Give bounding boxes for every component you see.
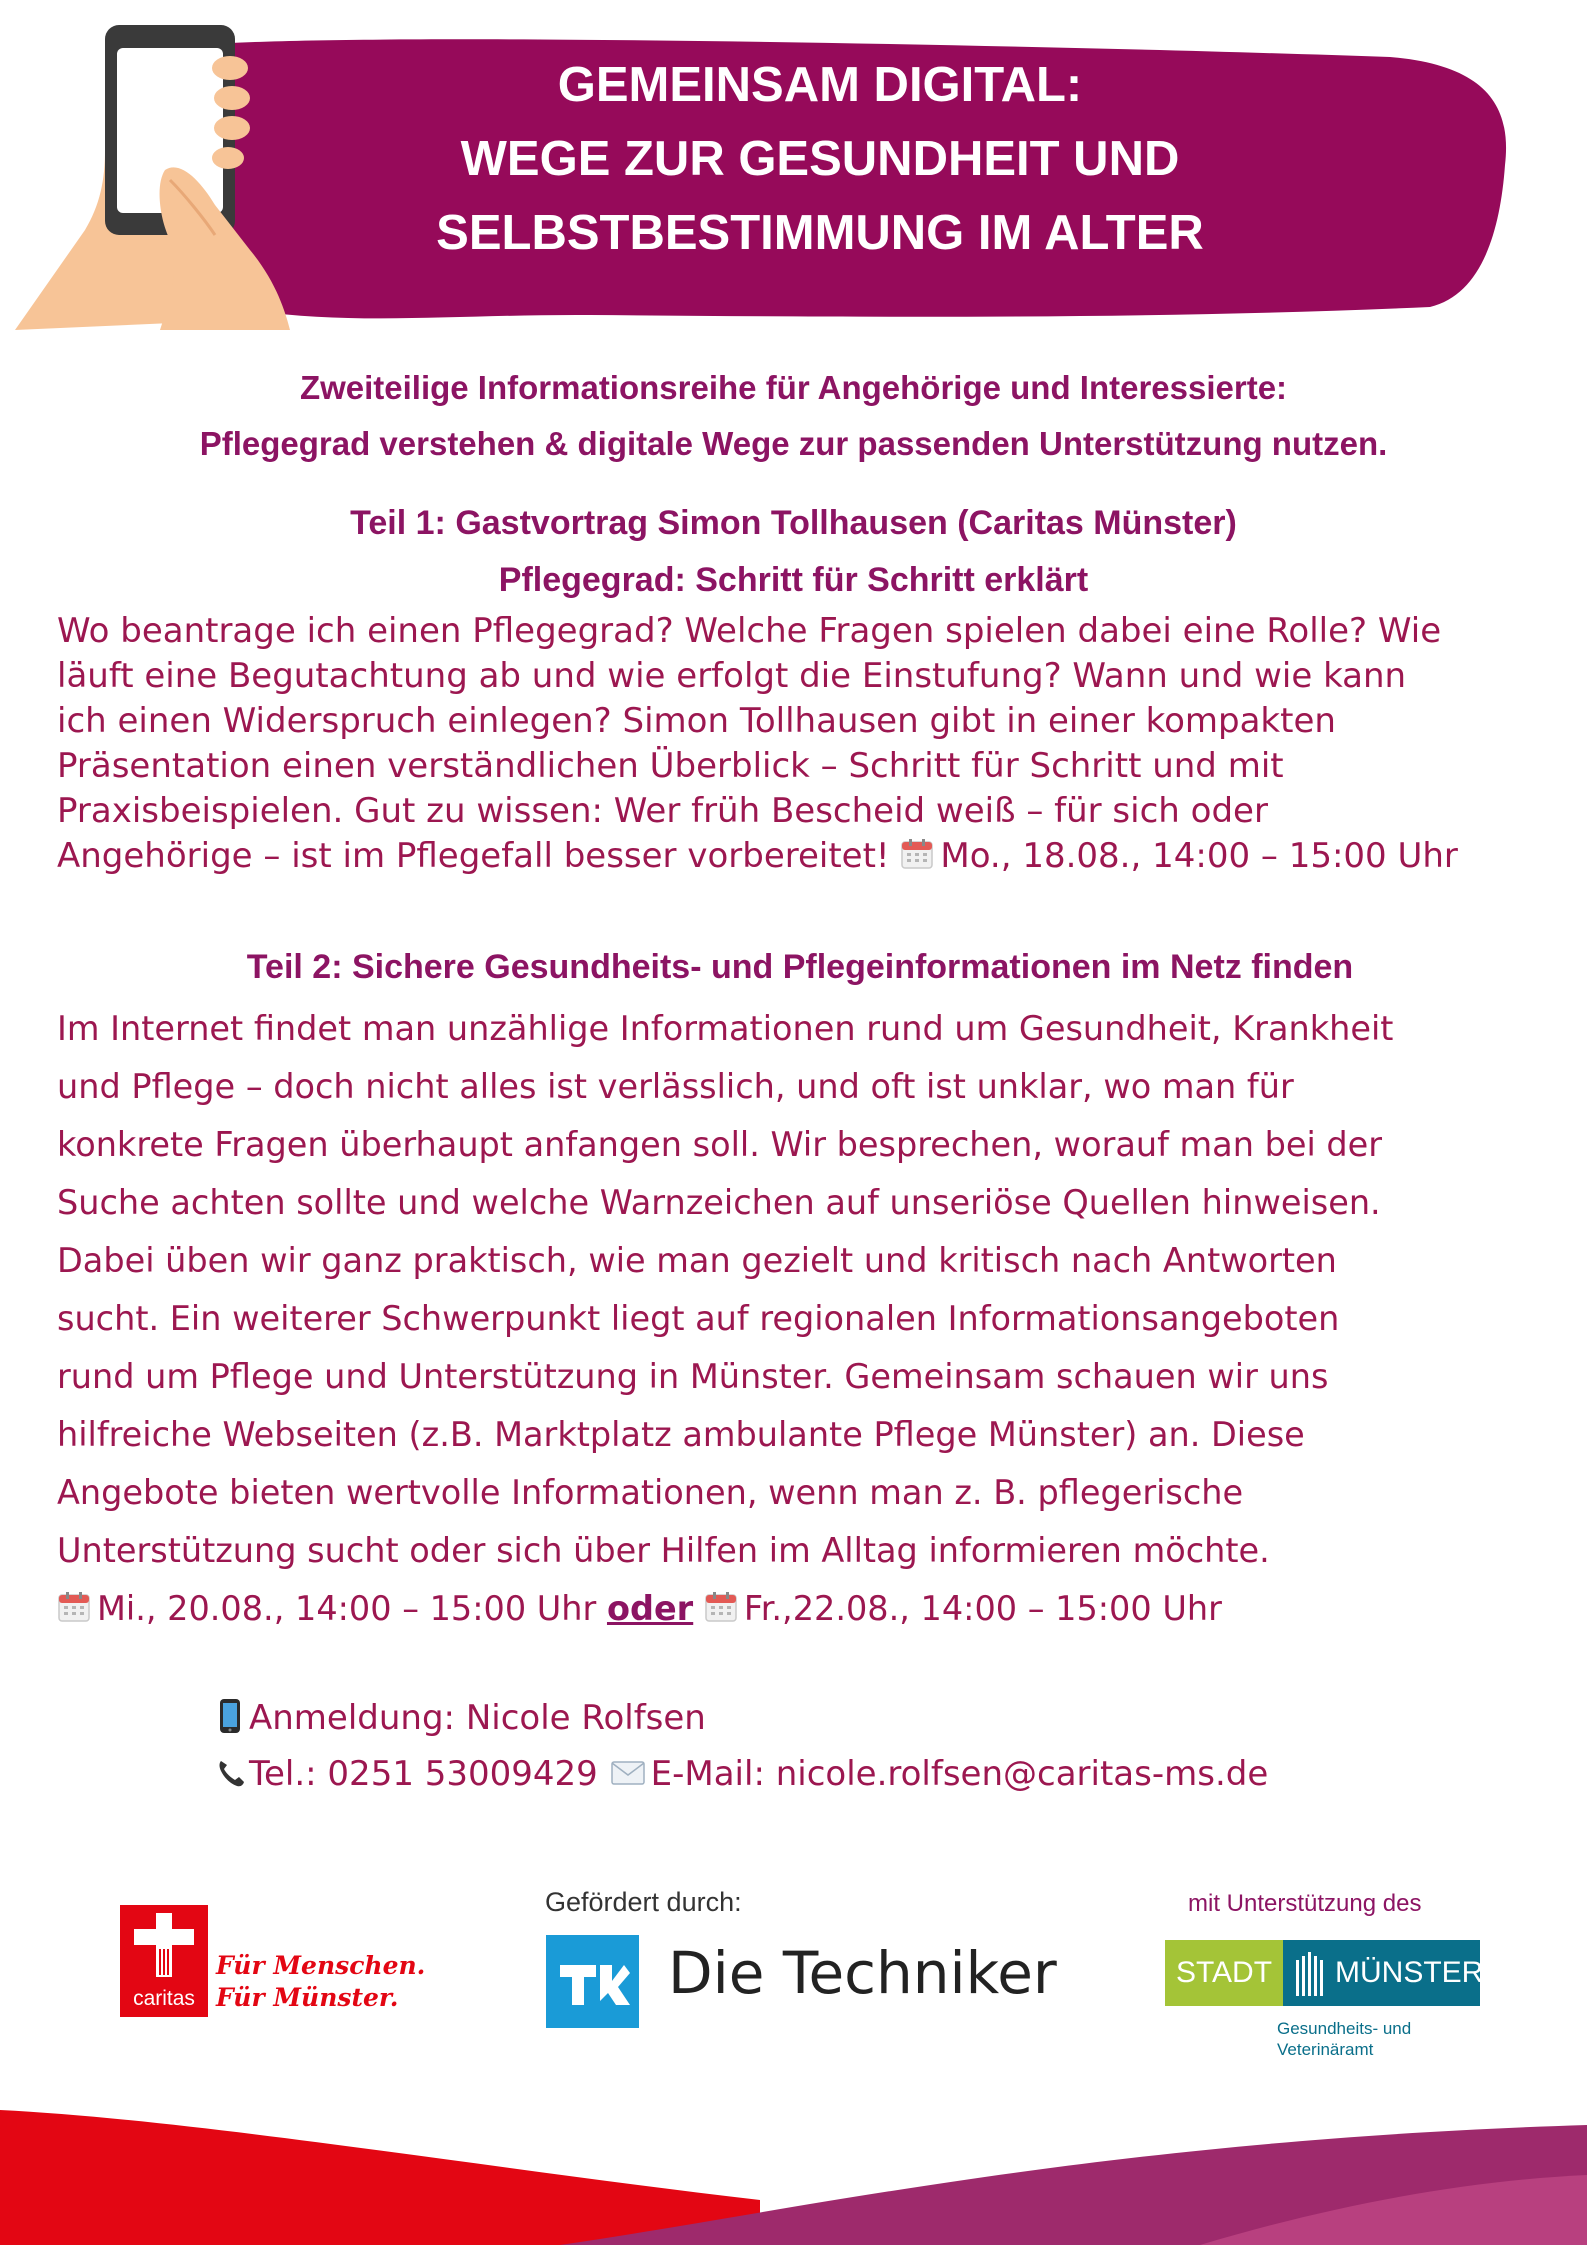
caritas-logo (120, 1905, 426, 2020)
mobile-phone-icon (215, 1697, 245, 1735)
teil1-line: Praxisbeispielen. Gut zu wissen: Wer früh Bescheid weiß – für sich oder (57, 791, 1268, 831)
teil1-line: Wo beantrage ich einen Pflegegrad? Welche Fragen spielen dabei eine Rolle? Wie (57, 611, 1442, 651)
intro-line: Zweiteilige Informationsreihe für Angehörige und Interessierte: (299, 369, 1288, 406)
intro-line: Pflegegrad verstehen & digitale Wege zur passenden Unterstützung nutzen. (199, 425, 1388, 462)
teil1-heading (0, 495, 1587, 609)
teil1-line: Angehörige – ist im Pflegefall besser vorbereitet! (57, 836, 890, 876)
teil2-line: und Pflege – doch nicht alles ist verlässlich, und oft ist unklar, wo man für (57, 1067, 1294, 1106)
teil1-last-line (57, 834, 1547, 879)
intro (0, 360, 1587, 472)
banner-title-line: WEGE ZUR GESUNDHEIT UND (460, 132, 1180, 186)
caritas-slogan-line: Für Münster. (216, 1983, 399, 2012)
support-label: mit Unterstützung des (1188, 1890, 1422, 1917)
teil2-heading: Teil 2: Sichere Gesundheits- und Pflegeinformationen im Netz finden (246, 948, 1354, 986)
banner-title (270, 48, 1370, 270)
tk-mark (546, 1935, 639, 2028)
registration-line (215, 1690, 1268, 1746)
teil2-date1: Mi., 20.08., 14:00 – 15:00 Uhr (97, 1589, 597, 1628)
teil2-line: Suche achten sollte und welche Warnzeichen auf unseriöse Quellen hinweisen. (57, 1183, 1381, 1222)
teil1-line: ich einen Widerspruch einlegen? Simon Tollhausen gibt in einer kompakten (57, 701, 1336, 741)
phone-email-line (215, 1746, 1268, 1802)
calendar-icon (704, 1591, 738, 1623)
caritas-slogan-line: Für Menschen. (216, 1951, 426, 1980)
teil1-date: Mo., 18.08., 14:00 – 15:00 Uhr (940, 836, 1458, 876)
caritas-cross-logo (120, 1905, 208, 2017)
muenster-sub (1277, 2018, 1411, 2060)
phone-link[interactable]: Tel.: 0251 53009429 (249, 1754, 598, 1794)
teil2-date2: Fr.,22.08., 14:00 – 15:00 Uhr (743, 1589, 1222, 1628)
teil1-body (57, 609, 1547, 879)
footer-wave (0, 2100, 1587, 2245)
tk-mark-icon (546, 1935, 639, 2028)
teil1-subtitle: Pflegegrad: Schritt für Schritt erklärt (498, 561, 1089, 599)
muenster-logo (1165, 1940, 1484, 2060)
cathedral-icon (1293, 1950, 1329, 1996)
tk-name: Die Techniker (668, 1939, 1057, 2007)
teil2-line: rund um Pflege und Unterstützung in Münster. Gemeinsam schauen wir uns (57, 1357, 1329, 1396)
registration-text: Anmeldung: Nicole Rolfsen (249, 1698, 706, 1738)
or-word: oder (606, 1589, 694, 1628)
caritas-cross-icon (120, 1905, 208, 1985)
caritas-word: caritas (133, 1987, 195, 2010)
teil2-line: sucht. Ein weiterer Schwerpunkt liegt auf regionalen Informationsangeboten (57, 1299, 1340, 1338)
muenster-sub-line: Gesundheits- und (1277, 2019, 1412, 2038)
muenster-name-box (1283, 1940, 1484, 2006)
teil1-title: Teil 1: Gastvortrag Simon Tollhausen (Caritas Münster) (350, 504, 1237, 542)
banner-title-line: GEMEINSAM DIGITAL: (557, 58, 1083, 112)
banner-title-line: SELBSTBESTIMMUNG IM ALTER (436, 206, 1204, 260)
caritas-slogan (216, 1950, 425, 2014)
teil2-line: Angebote bieten wertvolle Informationen, wenn man z. B. pflegerische (57, 1473, 1244, 1512)
calendar-icon (900, 838, 934, 870)
smartphone-hand-illustration (10, 20, 300, 330)
calendar-icon (57, 1591, 91, 1623)
teil2-line: Dabei üben wir ganz praktisch, wie man gezielt und kritisch nach Antworten (57, 1241, 1337, 1280)
tk-logo (546, 1935, 1076, 2030)
teil1-line: Präsentation einen verständlichen Überblick – Schritt für Schritt und mit (57, 746, 1284, 786)
teil2-line: konkrete Fragen überhaupt anfangen soll. Wir besprechen, worauf man bei der (57, 1125, 1383, 1164)
telephone-icon (215, 1753, 245, 1791)
muenster-name: MÜNSTER (1335, 1956, 1484, 1989)
teil2-line: hilfreiche Webseiten (z.B. Marktplatz ambulante Pflege Münster) an. Diese (57, 1415, 1305, 1454)
muenster-stadt: STADT (1165, 1940, 1283, 2006)
teil2-body (57, 1000, 1547, 1638)
envelope-icon (609, 1753, 647, 1791)
email-link[interactable]: E-Mail: nicole.rolfsen@caritas-ms.de (650, 1754, 1269, 1794)
contact-block (215, 1690, 1268, 1802)
teil2-line: Unterstützung sucht oder sich über Hilfen im Alltag informieren möchte. (57, 1531, 1270, 1570)
teil2-line: Im Internet findet man unzählige Informationen rund um Gesundheit, Krankheit (57, 1009, 1394, 1048)
teil1-line: läuft eine Begutachtung ab und wie erfolgt die Einstufung? Wann und wie kann (57, 656, 1407, 696)
muenster-sub-line: Veterinäramt (1277, 2040, 1374, 2059)
sponsor-label: Gefördert durch: (545, 1887, 742, 1917)
teil2-dates (57, 1580, 1547, 1638)
